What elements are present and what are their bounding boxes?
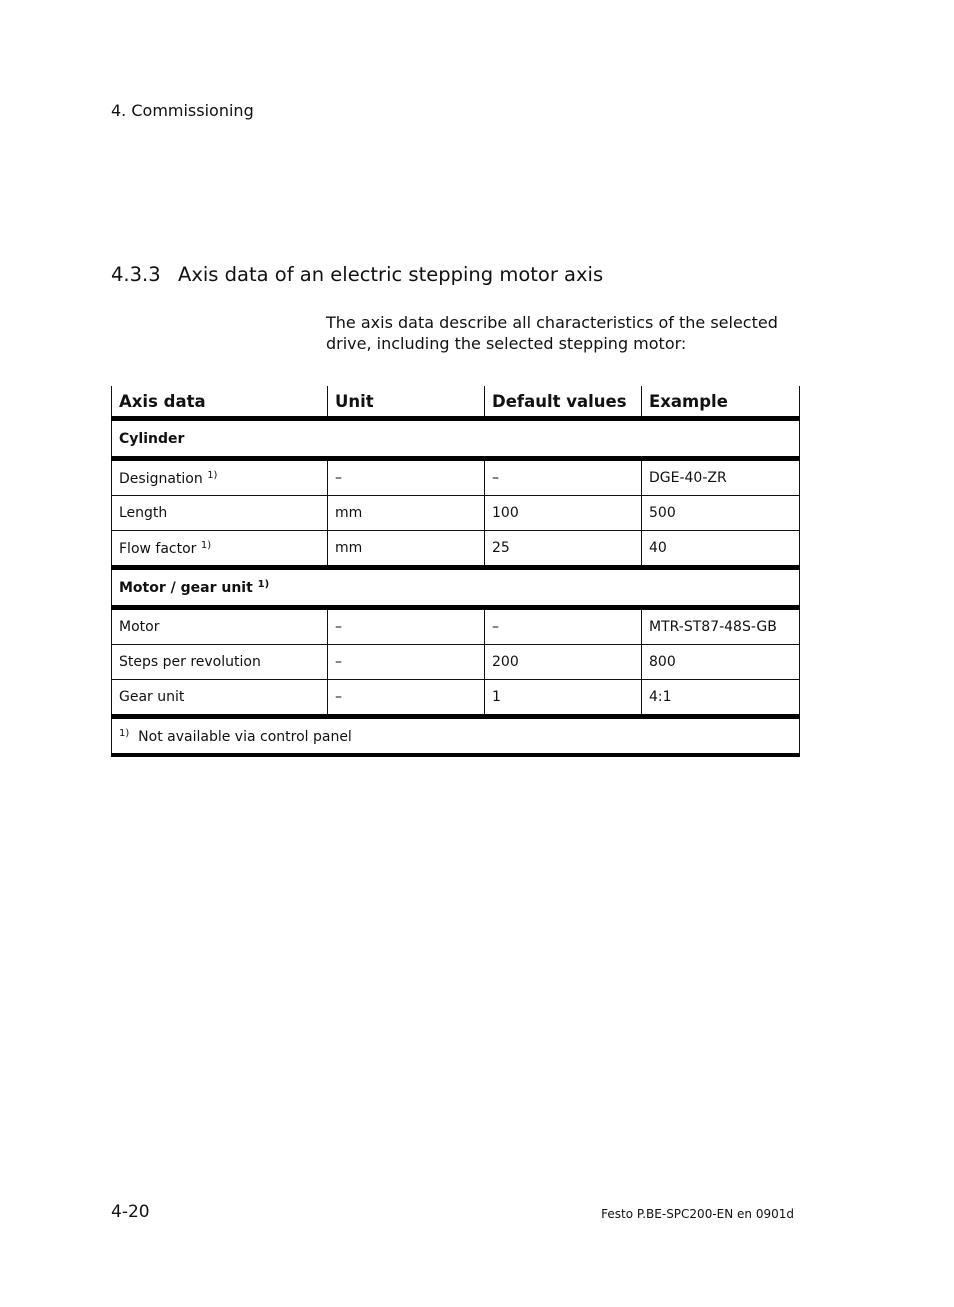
cell-example: 800 [642,645,800,680]
footnote-ref: 1) [207,469,218,481]
table-row [112,459,800,496]
cell-axis-data: Steps per revolution [112,645,328,680]
footnote-ref: 1) [200,539,212,551]
table-row [112,531,800,568]
chapter-heading: 4. Commissioning [111,101,254,120]
footnote-ref: 1) [257,579,270,590]
table-row [112,496,800,531]
table-header-row [112,386,800,419]
cell-unit: – [328,608,485,645]
group-row-cylinder [112,419,800,459]
group-row-motor-gear-unit [112,568,800,608]
cell-unit: mm [328,531,485,568]
document-reference: Festo P.BE-SPC200-EN en 0901d [601,1207,794,1221]
cell-example: MTR-ST87-48S-GB [642,608,800,645]
table-row [112,608,800,645]
cell-example: DGE-40-ZR [642,459,800,496]
cell-axis-data: Flow factor $^{1)}$ [112,531,328,568]
cell-axis-data: Gear unit [112,680,328,717]
table-footnote [112,717,800,756]
table-footnote-row [112,717,800,756]
cell-default: – [485,459,642,496]
cell-default: 1 [485,680,642,717]
section-heading [111,263,603,286]
footnote-mark: 1) [119,727,130,739]
footnote-text: Not available via control panel [138,728,352,745]
cell-axis-data: Designation $^{1)}$ [112,459,328,496]
col-header-default-values: Default values [485,386,642,419]
cell-axis-data: Motor [112,608,328,645]
axis-data-table [111,386,800,757]
table-row [112,680,800,717]
cell-unit: – [328,459,485,496]
section-title: Axis data of an electric stepping motor axis [178,263,604,286]
col-header-unit: Unit [328,386,485,419]
group-label: Motor / gear unit $^{1)}$ [112,568,800,608]
page-number: 4-20 [111,1202,150,1222]
cell-default: 100 [485,496,642,531]
cell-unit: mm [328,496,485,531]
cell-example: 4:1 [642,680,800,717]
group-label: Cylinder [112,419,800,459]
cell-unit: – [328,680,485,717]
cell-default: 200 [485,645,642,680]
cell-default: 25 [485,531,642,568]
section-number: 4.3.3 [111,263,161,286]
cell-default: – [485,608,642,645]
cell-example: 40 [642,531,800,568]
table-row [112,645,800,680]
cell-example: 500 [642,496,800,531]
intro-paragraph: The axis data describe all characteristics of the selected drive, including the selected stepping motor: [326,313,778,353]
col-header-axis-data: Axis data [112,386,328,419]
cell-unit: – [328,645,485,680]
cell-axis-data: Length [112,496,328,531]
col-header-example: Example [642,386,800,419]
